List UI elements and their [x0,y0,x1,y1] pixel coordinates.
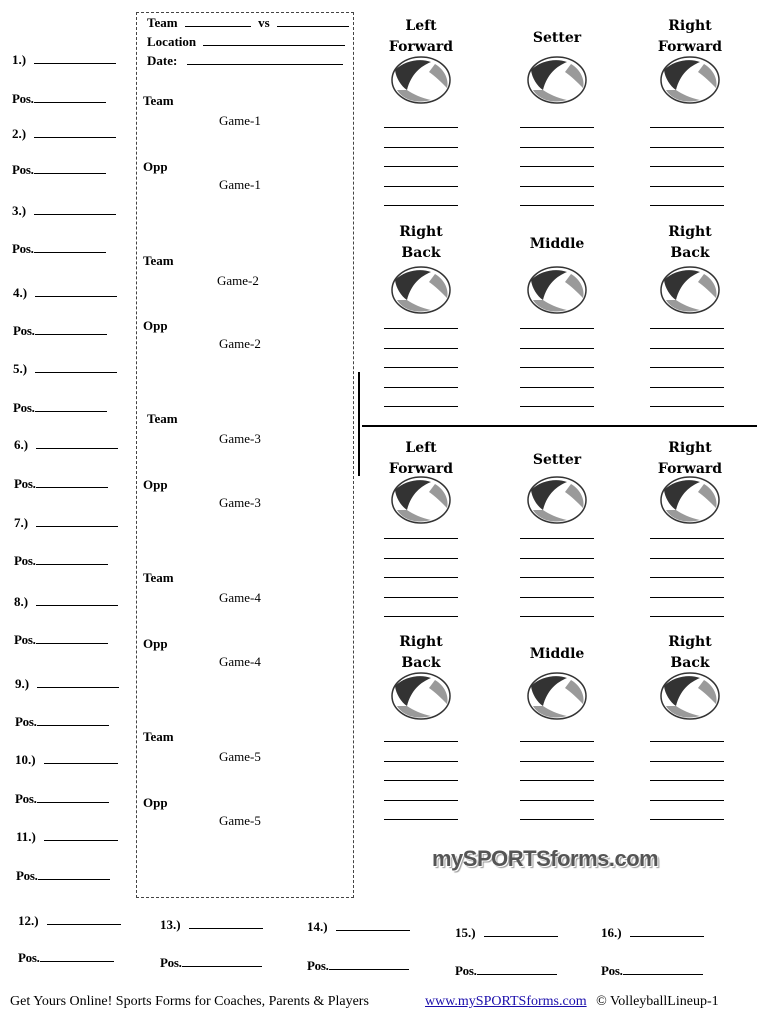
opp-label-game-2: Opp [143,318,168,333]
team-label-game-5: Team [143,729,174,744]
position-name-text: Left [405,440,437,456]
position-field[interactable] [37,725,109,726]
position-name-lineup_top-row2-2 [640,222,740,264]
player-name-field[interactable] [36,448,118,449]
position-name-lineup_top-row1-2 [640,16,740,58]
roster-number-label: 4.) [13,285,28,300]
opp-label-game-3: Opp [143,477,168,492]
team-label: Team [147,15,178,30]
position-name-text: Forward [388,39,454,55]
volleyball-icon [527,672,587,720]
player-slot-field[interactable] [384,186,458,187]
player-name-field[interactable] [189,928,263,929]
team-label-game-1: Team [143,93,174,108]
position-field[interactable] [36,564,108,565]
position-name-text: Back [401,655,441,671]
position-name-lineup_bottom-row2-1 [507,644,607,665]
player-name-field[interactable] [36,526,118,527]
volleyball-icon [660,266,720,314]
player-slot-field[interactable] [384,761,458,762]
player-slot-field[interactable] [520,800,594,801]
position-field[interactable] [36,487,108,488]
volleyball-icon [660,672,720,720]
player-slot-field[interactable] [384,577,458,578]
player-slot-field[interactable] [650,577,724,578]
footer-link[interactable]: www.mySPORTSforms.com [425,994,587,1009]
player-slot-field[interactable] [650,387,724,388]
position-field[interactable] [623,974,703,975]
roster-number-label: 8.) [14,594,29,609]
position-name-text: Right [668,224,712,240]
roster-number-12 [18,913,121,929]
team-game-label-3: Game-3 [219,431,261,446]
roster-position-8 [14,632,108,648]
date-row [147,53,343,69]
opp-game-label-2: Game-2 [219,336,261,351]
position-name-text: Left [405,18,437,34]
player-slot-field[interactable] [520,741,594,742]
position-name-text: Right [668,440,712,456]
roster-number-label: 1.) [12,52,27,67]
roster-position-13 [160,955,262,971]
player-slot-field[interactable] [650,348,724,349]
position-label: Pos. [14,553,36,568]
position-name-text: Right [399,634,443,650]
player-slot-field[interactable] [650,819,724,820]
position-name-text: Right [399,224,443,240]
player-slot-field[interactable] [520,616,594,617]
roster-number-10 [15,752,118,768]
position-name-text: Forward [657,39,723,55]
player-slot-field[interactable] [384,741,458,742]
team-label-game-2: Team [143,253,174,268]
player-name-field[interactable] [336,930,410,931]
player-slot-field[interactable] [520,205,594,206]
team-game-label-2: Game-2 [217,273,259,288]
player-slot-field[interactable] [650,616,724,617]
player-name-field[interactable] [484,936,558,937]
volleyball-icon [527,476,587,524]
roster-number-label: 10.) [15,752,36,767]
player-slot-field[interactable] [520,406,594,407]
player-slot-field[interactable] [520,328,594,329]
position-name-lineup_bottom-row2-2 [640,632,740,674]
location-row [147,34,345,50]
player-slot-field[interactable] [650,367,724,368]
player-slot-field[interactable] [384,387,458,388]
position-field[interactable] [34,102,106,103]
player-name-field[interactable] [34,214,116,215]
location-label: Location [147,34,197,49]
position-label: Pos. [13,323,35,338]
player-slot-field[interactable] [650,597,724,598]
roster-number-label: 11.) [16,829,36,844]
opp-game-label-3: Game-3 [219,495,261,510]
player-slot-field[interactable] [384,328,458,329]
roster-number-14 [307,919,410,935]
player-name-field[interactable] [44,763,118,764]
roster-number-5 [13,361,117,377]
position-field[interactable] [35,334,107,335]
position-label: Pos. [15,714,37,729]
position-label: Pos. [307,958,329,973]
position-label: Pos. [455,963,477,978]
location-field[interactable] [203,45,345,46]
volleyball-icon [391,672,451,720]
position-label: Pos. [14,476,36,491]
volleyball-icon [527,56,587,104]
player-slot-field[interactable] [384,147,458,148]
roster-number-label: 7.) [14,515,29,530]
roster-number-label: 14.) [307,919,328,934]
roster-number-label: 3.) [12,203,27,218]
player-slot-field[interactable] [520,186,594,187]
position-field[interactable] [35,411,107,412]
position-name-text: Back [670,245,710,261]
player-slot-field[interactable] [384,406,458,407]
roster-number-11 [16,829,118,845]
position-name-text: Right [668,634,712,650]
player-slot-field[interactable] [384,780,458,781]
roster-number-15 [455,925,558,941]
position-label: Pos. [16,868,38,883]
player-slot-field[interactable] [384,597,458,598]
player-slot-field[interactable] [384,819,458,820]
opp-label-game-4: Opp [143,636,168,651]
player-slot-field[interactable] [650,761,724,762]
roster-number-8 [14,594,118,610]
position-name-lineup_top-row2-1 [507,234,607,255]
opp-game-label-4: Game-4 [219,654,261,669]
team-vs-row [147,15,349,31]
footer-right [425,994,719,1010]
roster-position-15 [455,963,557,979]
opp-game-label-5: Game-5 [219,813,261,828]
roster-position-4 [13,323,107,339]
player-slot-field[interactable] [384,800,458,801]
volleyball-icon [527,266,587,314]
player-slot-field[interactable] [650,406,724,407]
player-slot-field[interactable] [520,761,594,762]
position-name-text: Right [668,18,712,34]
date-field[interactable] [187,64,343,65]
player-slot-field[interactable] [384,127,458,128]
player-name-field[interactable] [36,605,118,606]
player-slot-field[interactable] [384,205,458,206]
position-label: Pos. [14,632,36,647]
roster-position-6 [14,476,108,492]
position-label: Pos. [160,955,182,970]
team-game-label-1: Game-1 [219,113,261,128]
roster-number-label: 12.) [18,913,39,928]
position-name-text: Back [401,245,441,261]
roster-position-9 [15,714,109,730]
player-slot-field[interactable] [384,166,458,167]
player-slot-field[interactable] [520,387,594,388]
lineup-divider [362,425,757,427]
position-name-lineup_top-row1-0 [371,16,471,58]
player-slot-field[interactable] [650,538,724,539]
position-label: Pos. [601,963,623,978]
position-field[interactable] [36,643,108,644]
volleyball-icon [391,56,451,104]
player-slot-field[interactable] [520,166,594,167]
position-name-lineup_bottom-row1-2 [640,438,740,480]
position-field[interactable] [37,802,109,803]
position-name-text: Setter [532,30,582,46]
roster-position-10 [15,791,109,807]
player-name-field[interactable] [35,372,117,373]
roster-position-2 [12,162,106,178]
player-name-field[interactable] [34,63,116,64]
position-field[interactable] [329,969,409,970]
roster-number-13 [160,917,263,933]
position-field[interactable] [34,252,106,253]
player-name-field[interactable] [44,840,118,841]
roster-number-4 [13,285,117,301]
player-slot-field[interactable] [384,367,458,368]
team-label-game-3: Team [147,411,178,426]
player-slot-field[interactable] [650,800,724,801]
footer-form-id: © VolleyballLineup-1 [596,994,719,1009]
position-field[interactable] [38,879,110,880]
roster-position-3 [12,241,106,257]
position-name-lineup_bottom-row2-0 [371,632,471,674]
team-label-game-4: Team [143,570,174,585]
player-slot-field[interactable] [650,127,724,128]
opponent-name-field[interactable] [277,26,349,27]
position-label: Pos. [15,791,37,806]
position-label: Pos. [12,241,34,256]
roster-number-9 [15,676,119,692]
roster-position-12 [18,950,114,966]
roster-number-label: 13.) [160,917,181,932]
player-name-field[interactable] [47,924,121,925]
roster-number-3 [12,203,116,219]
roster-number-label: 15.) [455,925,476,940]
player-slot-field[interactable] [520,127,594,128]
roster-position-7 [14,553,108,569]
player-slot-field[interactable] [384,538,458,539]
player-name-field[interactable] [34,137,116,138]
player-slot-field[interactable] [520,348,594,349]
roster-number-label: 2.) [12,126,27,141]
position-name-text: Setter [532,452,582,468]
volleyball-icon [391,266,451,314]
position-field[interactable] [477,974,557,975]
roster-position-1 [12,91,106,107]
roster-number-2 [12,126,116,142]
team-name-field[interactable] [185,26,251,27]
player-slot-field[interactable] [520,819,594,820]
player-slot-field[interactable] [650,186,724,187]
volleyball-icon [660,56,720,104]
roster-position-14 [307,958,409,974]
roster-number-16 [601,925,704,941]
player-slot-field[interactable] [520,538,594,539]
player-slot-field[interactable] [520,780,594,781]
player-slot-field[interactable] [520,367,594,368]
roster-position-11 [16,868,110,884]
roster-number-label: 6.) [14,437,29,452]
roster-number-6 [14,437,118,453]
opp-game-label-1: Game-1 [219,177,261,192]
team-game-label-4: Game-4 [219,590,261,605]
position-name-text: Forward [388,461,454,477]
player-slot-field[interactable] [650,166,724,167]
position-field[interactable] [40,961,114,962]
roster-number-label: 9.) [15,676,30,691]
roster-number-7 [14,515,118,531]
game-score-box [136,12,354,898]
player-slot-field[interactable] [650,741,724,742]
player-slot-field[interactable] [650,328,724,329]
position-label: Pos. [13,400,35,415]
volleyball-icon [660,476,720,524]
position-name-lineup_top-row1-1 [507,28,607,49]
player-slot-field[interactable] [650,147,724,148]
position-name-text: Back [670,655,710,671]
vs-label: vs [258,15,270,30]
position-name-lineup_bottom-row1-1 [507,450,607,471]
brand-logo: mySPORTSforms.com [432,846,659,871]
roster-number-label: 5.) [13,361,28,376]
opp-label-game-1: Opp [143,159,168,174]
position-name-text: Middle [529,646,585,662]
roster-position-5 [13,400,107,416]
player-slot-field[interactable] [384,348,458,349]
volleyball-icon [391,476,451,524]
roster-position-16 [601,963,703,979]
player-slot-field[interactable] [520,147,594,148]
position-name-lineup_top-row2-0 [371,222,471,264]
opp-label-game-5: Opp [143,795,168,810]
player-slot-field[interactable] [650,558,724,559]
footer-tagline: Get Yours Online! Sports Forms for Coaches, Parents & Players [10,994,369,1009]
team-game-label-5: Game-5 [219,749,261,764]
player-name-field[interactable] [630,936,704,937]
position-name-lineup_bottom-row1-0 [371,438,471,480]
player-slot-field[interactable] [650,780,724,781]
player-slot-field[interactable] [384,558,458,559]
player-name-field[interactable] [35,296,117,297]
position-label: Pos. [12,91,34,106]
roster-number-label: 16.) [601,925,622,940]
player-slot-field[interactable] [384,616,458,617]
player-slot-field[interactable] [520,577,594,578]
position-field[interactable] [182,966,262,967]
position-field[interactable] [34,173,106,174]
position-label: Pos. [12,162,34,177]
position-label: Pos. [18,950,40,965]
player-slot-field[interactable] [650,205,724,206]
player-slot-field[interactable] [520,558,594,559]
player-slot-field[interactable] [520,597,594,598]
vertical-divider [358,372,360,476]
roster-number-1 [12,52,116,68]
player-name-field[interactable] [37,687,119,688]
position-name-text: Middle [529,236,585,252]
date-label: Date: [147,53,178,68]
position-name-text: Forward [657,461,723,477]
